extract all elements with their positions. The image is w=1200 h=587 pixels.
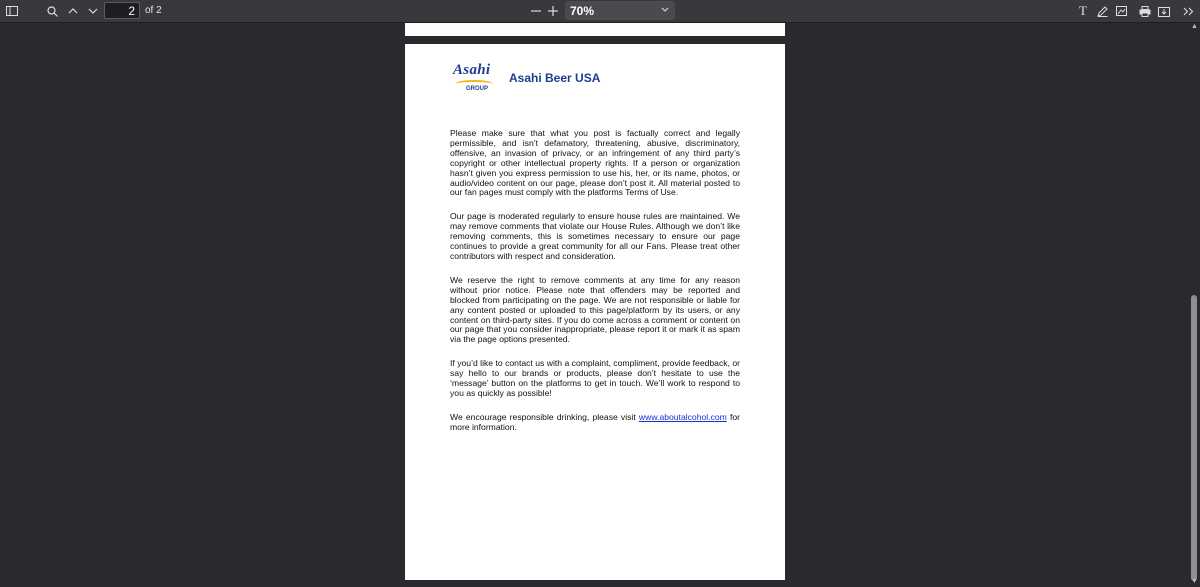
chevron-down-icon[interactable] [86,3,100,19]
printer-icon[interactable] [1138,3,1152,19]
double-chevron-right-icon[interactable] [1181,3,1195,19]
search-icon[interactable] [45,3,59,19]
paragraph: Our page is moderated regularly to ensure house rules are maintained. We may remove comments that violate our House Rules. Although we don’t like removing comments, this is sometimes necessary to ensure our page continues to provide a great community for all our Fans. Please treat other contributors with respect and consideration. [450,211,740,261]
paragraph: We reserve the right to remove comments at any time for any reason without prior notice. Please note that offenders may be reported and blocked from participating on the page. We are not responsible or liable for any content posted or uploaded to this page/platform by its users, or any content on third-party sites. If you do come across a comment or content on our page that you consider inappropriate, please report it or mark it as spam via the page options presented. [450,274,740,345]
pdf-toolbar [0,0,1200,23]
chevron-up-icon[interactable] [66,3,80,19]
save-icon[interactable] [1157,3,1171,19]
logo-group-text: GROUP [466,86,489,92]
zoom-select[interactable] [565,1,675,20]
scroll-up-icon[interactable]: ▲ [1191,23,1198,30]
minus-icon[interactable] [530,3,542,19]
document-body [450,129,740,447]
aboutalcohol-link[interactable]: www.aboutalcohol.com [638,411,727,422]
vertical-scrollbar[interactable] [1189,23,1200,587]
paragraph: If you’d like to contact us with a complaint, compliment, provide feedback, or say hello to our brands or products, please don’t hesitate to use the ‘message’ button on the platforms to get in touch. We’ll work to respond to you as quickly as possible! [450,358,740,398]
image-icon[interactable] [1114,3,1128,19]
page-number-input[interactable] [104,2,140,19]
paragraph [450,413,740,433]
paragraph-text: for more information. [450,411,741,432]
paragraph: Please make sure that what you post is factually correct and legally permissible, and isn’t defamatory, threatening, abusive, discriminatory, offensive, an invasion of privacy, or an infringement of any third party’s copyright or other intellectual property rights. If a person or organization hasn’t given you express permission to use his, her, or its name, photos, or audio/video content on our page, please don’t post it. All material posted to our fan pages must comply with the platforms Terms of Use. [450,128,740,198]
sidebar-toggle-icon[interactable] [5,3,19,19]
asahi-logo [453,62,497,94]
scroll-down-icon[interactable]: ▼ [1191,578,1198,585]
zoom-value: 70% [570,4,595,18]
page-total-label: of 2 [145,5,162,16]
plus-icon[interactable] [546,3,560,19]
logo-wordmark: Asahi [453,62,491,78]
chevron-down-icon [661,4,669,15]
paragraph-text: We encourage responsible drinking, please visit [450,411,639,422]
brand-name: Asahi Beer USA [509,71,601,85]
pen-icon[interactable] [1095,3,1109,19]
pdf-page [405,44,785,580]
scroll-thumb[interactable] [1191,295,1197,581]
previous-page [405,23,785,36]
text-icon[interactable]: T [1079,3,1087,18]
